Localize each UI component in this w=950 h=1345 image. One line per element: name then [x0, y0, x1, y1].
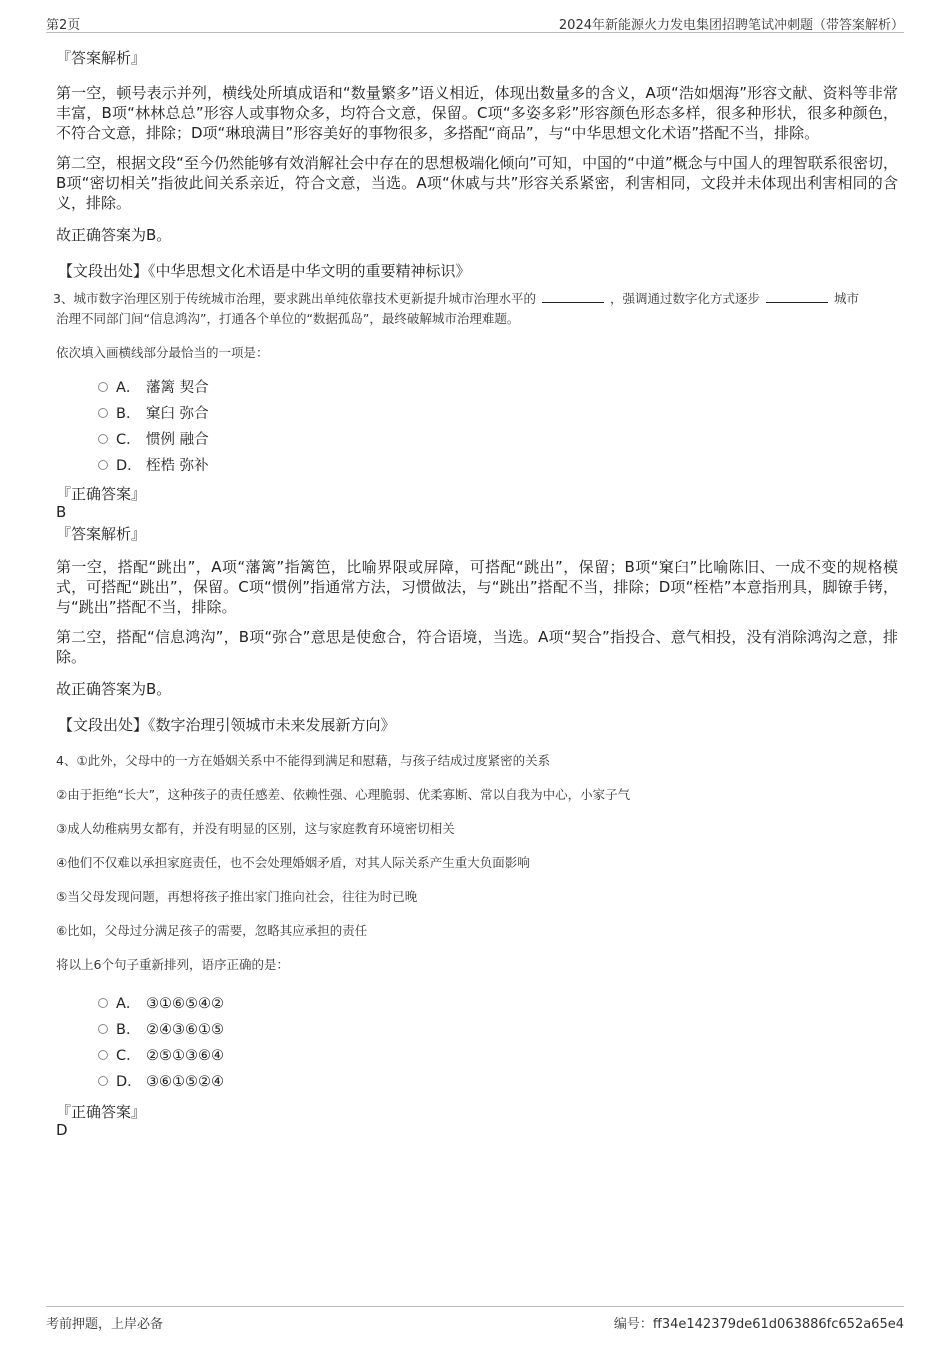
q3-analysis-paragraph-1: 第一空，搭配“跳出”，A项“藩篱”指篱笆，比喻界限或屏障，可搭配“跳出”，保留；B项“窠臼”比喻陈旧、一成不变的规格模式，可搭配“跳出”，保留。C项“惯例”指通常方法，习惯做法，与“跳出”搭配不当，排除；D项“桎梏”本意指刑具，脚镣手铐，与“跳出”搭配不当，排除。 — [56, 558, 898, 616]
radio-icon[interactable] — [98, 460, 108, 470]
q4-sentence-1: 4、①此外，父母中的一方在婚姻关系中不能得到满足和慰藉，与孩子结成过度紧密的关系 — [56, 753, 551, 768]
q3-analysis-label: 『答案解析』 — [56, 525, 147, 543]
page-header — [46, 12, 904, 33]
q2-conclusion: 故正确答案为B。 — [56, 226, 172, 244]
q3-answer: B — [56, 503, 67, 521]
document-code-label: 编号： — [613, 1317, 653, 1332]
q4-options — [98, 991, 898, 1095]
q3-stem-part-3: 城市 — [833, 291, 859, 306]
radio-icon[interactable] — [98, 408, 108, 418]
radio-icon[interactable] — [98, 1024, 108, 1034]
q4-prompt: 将以上6个句子重新排列，语序正确的是： — [56, 957, 289, 972]
page-content — [53, 44, 898, 1139]
q3-option-d[interactable]: D． 桎梏 弥补 — [98, 453, 898, 479]
q4-sentence-6: ⑥比如，父母过分满足孩子的需要，忽略其应承担的责任 — [56, 923, 368, 938]
q4-sentence-3: ③成人幼稚病男女都有，并没有明显的区别，这与家庭教育环境密切相关 — [56, 821, 455, 836]
q3-stem — [53, 289, 898, 329]
q3-option-b[interactable]: B． 窠臼 弥合 — [98, 401, 898, 427]
radio-icon[interactable] — [98, 382, 108, 392]
q4-sentence-4: ④他们不仅难以承担家庭责任，也不会处理婚姻矛盾，对其人际关系产生重大负面影响 — [56, 855, 530, 870]
q3-blank-2 — [766, 290, 828, 303]
radio-icon[interactable] — [98, 1076, 108, 1086]
document-title: 2024年新能源火力发电集团招聘笔试冲刺题（带答案解析） — [558, 18, 904, 33]
q2-analysis-label: 『答案解析』 — [56, 49, 147, 67]
q3-conclusion: 故正确答案为B。 — [56, 680, 172, 698]
q3-stem-part-4: 治理不同部门间“信息鸿沟”，打通各个单位的“数据孤岛”，最终破解城市治理难题。 — [56, 311, 520, 326]
q3-blank-1 — [542, 290, 604, 303]
document-code — [614, 1313, 904, 1332]
q2-analysis-paragraph-2: 第二空，根据文段“至今仍然能够有效消解社会中存在的思想极端化倾向”可知，中国的“中道”概念与中国人的理智联系很密切，B项“密切相关”指彼此间关系亲近，符合文意，当选。A项“休戚与共”形容关系紧密，利害相同，文段并未体现出利害相同的含义，排除。 — [56, 154, 898, 212]
radio-icon[interactable] — [98, 998, 108, 1008]
radio-icon[interactable] — [98, 434, 108, 444]
q3-analysis-paragraph-2: 第二空，搭配“信息鸿沟”，B项“弥合”意思是使愈合，符合语境，当选。A项“契合”指投合、意气相投，没有消除鸿沟之意，排除。 — [56, 628, 898, 666]
q4-sentence-2: ②由于拒绝“长大”，这种孩子的责任感差、依赖性强、心理脆弱、优柔寡断、常以自我为中心，小家子气 — [56, 787, 631, 802]
q3-source: 【文段出处】《数字治理引领城市未来发展新方向》 — [58, 716, 396, 734]
q4-option-a[interactable]: A． ③①⑥⑤④② — [98, 991, 898, 1017]
q3-option-a[interactable]: A． 藩篱 契合 — [98, 375, 898, 401]
q3-answer-label: 『正确答案』 — [56, 485, 147, 503]
document-code-value: ff34e142379de61d063886fc652a65e4 — [652, 1317, 904, 1332]
q3-options — [98, 375, 898, 479]
q3-prompt: 依次填入画横线部分最恰当的一项是： — [56, 345, 269, 360]
q4-option-b[interactable]: B． ②④③⑥①⑤ — [98, 1017, 898, 1043]
q4-answer-label: 『正确答案』 — [56, 1103, 147, 1121]
q4-sentence-5: ⑤当父母发现问题，再想将孩子推出家门推向社会，往往为时已晚 — [56, 889, 418, 904]
q3-stem-part-2: ，强调通过数字化方式逐步 — [609, 291, 760, 306]
page-footer — [46, 1306, 904, 1331]
q2-source: 【文段出处】《中华思想文化术语是中华文明的重要精神标识》 — [58, 262, 471, 280]
radio-icon[interactable] — [98, 1050, 108, 1060]
q3-stem-part-1: 3、城市数字治理区别于传统城市治理，要求跳出单纯依靠技术更新提升城市治理水平的 — [53, 291, 536, 306]
footer-slogan: 考前押题，上岸必备 — [46, 1317, 164, 1332]
q4-option-d[interactable]: D． ③⑥①⑤②④ — [98, 1069, 898, 1095]
page-number: 第2页 — [46, 18, 81, 33]
q3-option-c[interactable]: C． 惯例 融合 — [98, 427, 898, 453]
q4-option-c[interactable]: C． ②⑤①③⑥④ — [98, 1043, 898, 1069]
q4-answer: D — [56, 1121, 68, 1139]
q2-analysis-paragraph-1: 第一空，顿号表示并列，横线处所填成语和“数量繁多”语义相近，体现出数量多的含义，A项“浩如烟海”形容文献、资料等非常丰富，B项“林林总总”形容人或事物众多，均符合文意，保留。C项“多姿多彩”形容颜色形态多样，很多种形状，很多种颜色，不符合文意，排除；D项“琳琅满目”形容美好的事物很多，多搭配“商品”，与“中华思想文化术语”搭配不当，排除。 — [56, 84, 898, 142]
